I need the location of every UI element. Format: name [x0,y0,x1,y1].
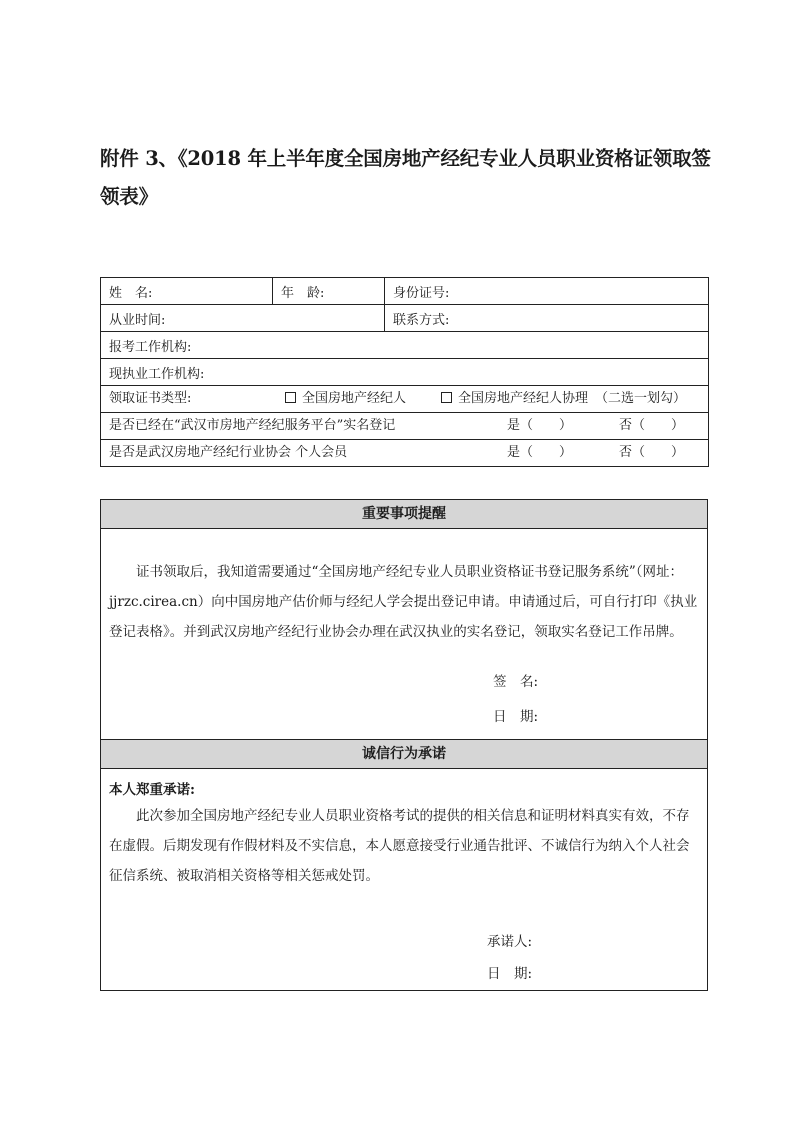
pledge-header: 诚信行为承诺 [101,740,707,769]
table-row [101,386,709,413]
no-option[interactable]: 否（ ） [619,418,685,433]
cert-type-label: 领取证书类型: [109,391,192,406]
yes-option[interactable]: 是（ ） [507,418,573,433]
notice-body: 证书领取后，我知道需要通过“全国房地产经纪专业人员职业资格证书登记服务系统”（网址：jjrzc.cirea.cn）向中国房地产估价师与经纪人学会提出登记申请。申请通过后，可自行打印《执业登记表格》。并到武汉房地产经纪行业协会办理在武汉执业的实名登记，领取实名登记工作吊牌。 [109,564,698,640]
table-row [101,359,709,386]
table-row [101,332,709,359]
promiser-field[interactable]: 承诺人: [487,934,533,950]
contact-field[interactable]: 联系方式: [385,305,709,332]
membership-question: 是否是武汉房地产经纪行业协会 个人会员 [109,445,348,460]
checkbox-icon[interactable] [441,392,452,403]
membership-question-row [101,440,709,467]
applicant-info-table [100,277,709,467]
notice-header: 重要事项提醒 [101,500,707,529]
cert-option-broker[interactable]: 全国房地产经纪人 [285,386,406,412]
exam-org-field[interactable]: 报考工作机构: [101,332,709,359]
registration-question-row [101,413,709,440]
table-row [101,305,709,332]
yes-option[interactable]: 是（ ） [507,445,573,460]
checkbox-icon[interactable] [285,392,296,403]
table-row [101,278,709,305]
signature-field[interactable]: 签 名: [493,674,539,690]
pledge-date-field[interactable]: 日 期: [487,966,533,982]
document-title: 附件 3、《2018 年上半年度全国房地产经纪专业人员职业资格证领取签领表》 [100,147,711,208]
no-option[interactable]: 否（ ） [619,445,685,460]
registration-question: 是否已经在“武汉市房地产经纪服务平台”实名登记 [109,418,396,433]
notice-section [100,499,708,741]
table-row [101,440,709,467]
name-field[interactable]: 姓 名: [101,278,273,305]
pledge-body: 此次参加全国房地产经纪专业人员职业资格考试的提供的相关信息和证明材料真实有效，不存在虚假。后期发现有作假材料及不实信息，本人愿意接受行业通告批评、不诚信行为纳入个人社会征信系统、被取消相关资格等相关惩戒处罚。 [109,808,690,884]
id-number-field[interactable]: 身份证号: [385,278,709,305]
cert-type-row [101,386,709,413]
table-row [101,413,709,440]
notice-date-field[interactable]: 日 期: [493,709,539,725]
pledge-section [100,739,708,991]
age-field[interactable]: 年 龄: [273,278,385,305]
cert-note: （二选一划勾） [595,391,687,406]
cert-option-assistant[interactable]: 全国房地产经纪人协理 [441,386,588,412]
work-time-field[interactable]: 从业时间: [101,305,385,332]
pledge-heading: 本人郑重承诺: [109,782,195,798]
current-org-field[interactable]: 现执业工作机构: [101,359,709,386]
